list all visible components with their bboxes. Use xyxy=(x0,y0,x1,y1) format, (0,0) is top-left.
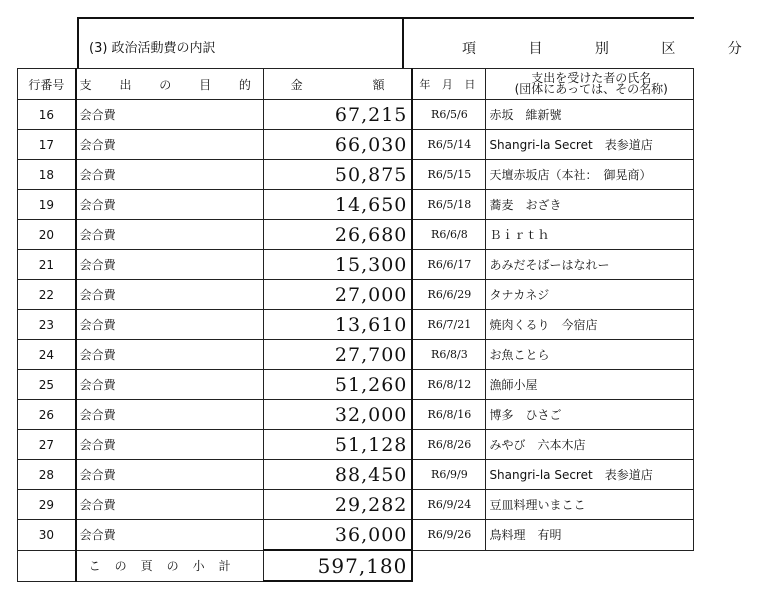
row-recipient: お魚ことら xyxy=(486,340,694,370)
row-recipient: 漁師小屋 xyxy=(486,370,694,400)
table-row xyxy=(18,190,694,220)
table-row xyxy=(18,430,694,460)
row-date: R6/6/17 xyxy=(412,250,486,280)
row-line-no: 24 xyxy=(18,340,76,370)
row-recipient: Shangri-la Secret 表参道店 xyxy=(486,130,694,160)
row-purpose: 会合費 xyxy=(76,250,264,280)
row-recipient: 鳥料理 有明 xyxy=(486,520,694,551)
table-row xyxy=(18,280,694,310)
col-recipient xyxy=(486,69,694,100)
row-amount: 32,000 xyxy=(263,400,412,430)
col-line-no: 行番号 xyxy=(18,69,76,100)
col-recipient-line1: 支出を受けた者の氏名 xyxy=(531,71,652,85)
subtotal-row xyxy=(18,550,694,581)
row-line-no: 27 xyxy=(18,430,76,460)
ledger-body xyxy=(18,100,694,551)
row-purpose: 会合費 xyxy=(76,130,264,160)
row-recipient: 焼肉くるり 今宿店 xyxy=(486,310,694,340)
row-date: R6/9/24 xyxy=(412,490,486,520)
table-row xyxy=(18,340,694,370)
row-recipient: 蕎麦 おざき xyxy=(486,190,694,220)
col-amount-left: 金 xyxy=(290,77,303,92)
col-amount-right: 額 xyxy=(372,77,385,92)
row-line-no: 25 xyxy=(18,370,76,400)
row-recipient: 赤坂 維新號 xyxy=(486,100,694,130)
col-amount xyxy=(263,69,412,100)
row-line-no: 22 xyxy=(18,280,76,310)
row-amount: 88,450 xyxy=(263,460,412,490)
row-purpose: 会合費 xyxy=(76,280,264,310)
row-date: R6/6/8 xyxy=(412,220,486,250)
row-recipient: Shangri-la Secret 表参道店 xyxy=(486,460,694,490)
row-line-no: 18 xyxy=(18,160,76,190)
row-amount: 27,700 xyxy=(263,340,412,370)
row-line-no: 26 xyxy=(18,400,76,430)
row-date: R6/8/3 xyxy=(412,340,486,370)
subtotal-empty-recipient xyxy=(486,550,694,581)
row-date: R6/5/14 xyxy=(412,130,486,160)
row-purpose: 会合費 xyxy=(76,520,264,551)
table-row xyxy=(18,220,694,250)
row-date: R6/6/29 xyxy=(412,280,486,310)
row-purpose: 会合費 xyxy=(76,370,264,400)
row-amount: 14,650 xyxy=(263,190,412,220)
row-purpose: 会合費 xyxy=(76,190,264,220)
row-recipient: あみだそばーはなれー xyxy=(486,250,694,280)
row-purpose: 会合費 xyxy=(76,430,264,460)
section-items-title: 項 目 別 区 分 xyxy=(462,41,766,57)
table-row xyxy=(18,130,694,160)
row-date: R6/5/15 xyxy=(412,160,486,190)
row-date: R6/8/26 xyxy=(412,430,486,460)
row-recipient: みやび 六本木店 xyxy=(486,430,694,460)
row-recipient: 博多 ひさご xyxy=(486,400,694,430)
row-line-no: 16 xyxy=(18,100,76,130)
row-date: R6/8/16 xyxy=(412,400,486,430)
row-date: R6/9/9 xyxy=(412,460,486,490)
row-date: R6/5/6 xyxy=(412,100,486,130)
subtotal-empty-date xyxy=(412,550,486,581)
row-purpose: 会合費 xyxy=(76,340,264,370)
row-amount: 15,300 xyxy=(263,250,412,280)
row-line-no: 19 xyxy=(18,190,76,220)
ledger-table xyxy=(17,68,694,582)
row-line-no: 29 xyxy=(18,490,76,520)
row-line-no: 23 xyxy=(18,310,76,340)
col-date: 年 月 日 xyxy=(412,69,486,100)
row-recipient: 豆皿料理いまここ xyxy=(486,490,694,520)
section-title-box xyxy=(77,17,404,68)
row-recipient: タナカネジ xyxy=(486,280,694,310)
row-amount: 29,282 xyxy=(263,490,412,520)
table-row xyxy=(18,100,694,130)
section-items-box xyxy=(404,17,766,68)
row-line-no: 20 xyxy=(18,220,76,250)
table-row xyxy=(18,160,694,190)
row-line-no: 30 xyxy=(18,520,76,551)
section-title: (3) 政治活動費の内訳 xyxy=(89,41,216,56)
row-date: R6/5/18 xyxy=(412,190,486,220)
row-amount: 13,610 xyxy=(263,310,412,340)
row-purpose: 会合費 xyxy=(76,160,264,190)
row-purpose: 会合費 xyxy=(76,490,264,520)
row-purpose: 会合費 xyxy=(76,310,264,340)
row-amount: 66,030 xyxy=(263,130,412,160)
row-recipient: Ｂｉｒｔｈ xyxy=(486,220,694,250)
row-purpose: 会合費 xyxy=(76,100,264,130)
table-row xyxy=(18,370,694,400)
row-purpose: 会合費 xyxy=(76,220,264,250)
table-header-row xyxy=(18,69,694,100)
row-amount: 51,128 xyxy=(263,430,412,460)
row-amount: 51,260 xyxy=(263,370,412,400)
row-line-no: 28 xyxy=(18,460,76,490)
col-purpose: 支 出 の 目 的 xyxy=(76,69,264,100)
row-purpose: 会合費 xyxy=(76,400,264,430)
table-row xyxy=(18,520,694,551)
table-row xyxy=(18,400,694,430)
table-row xyxy=(18,250,694,280)
row-line-no: 21 xyxy=(18,250,76,280)
row-recipient: 天壇赤坂店（本社： 御晃商） xyxy=(486,160,694,190)
col-recipient-line2: (団体にあっては、その名称) xyxy=(514,82,668,96)
row-amount: 36,000 xyxy=(263,520,412,551)
table-row xyxy=(18,460,694,490)
row-amount: 27,000 xyxy=(263,280,412,310)
row-date: R6/9/26 xyxy=(412,520,486,551)
subtotal-label: この頁の小計 xyxy=(76,550,264,581)
row-purpose: 会合費 xyxy=(76,460,264,490)
subtotal-blank xyxy=(18,550,76,581)
row-date: R6/7/21 xyxy=(412,310,486,340)
row-date: R6/8/12 xyxy=(412,370,486,400)
table-row xyxy=(18,310,694,340)
table-row xyxy=(18,490,694,520)
row-amount: 50,875 xyxy=(263,160,412,190)
row-line-no: 17 xyxy=(18,130,76,160)
row-amount: 67,215 xyxy=(263,100,412,130)
subtotal-amount: 597,180 xyxy=(263,550,412,581)
row-amount: 26,680 xyxy=(263,220,412,250)
